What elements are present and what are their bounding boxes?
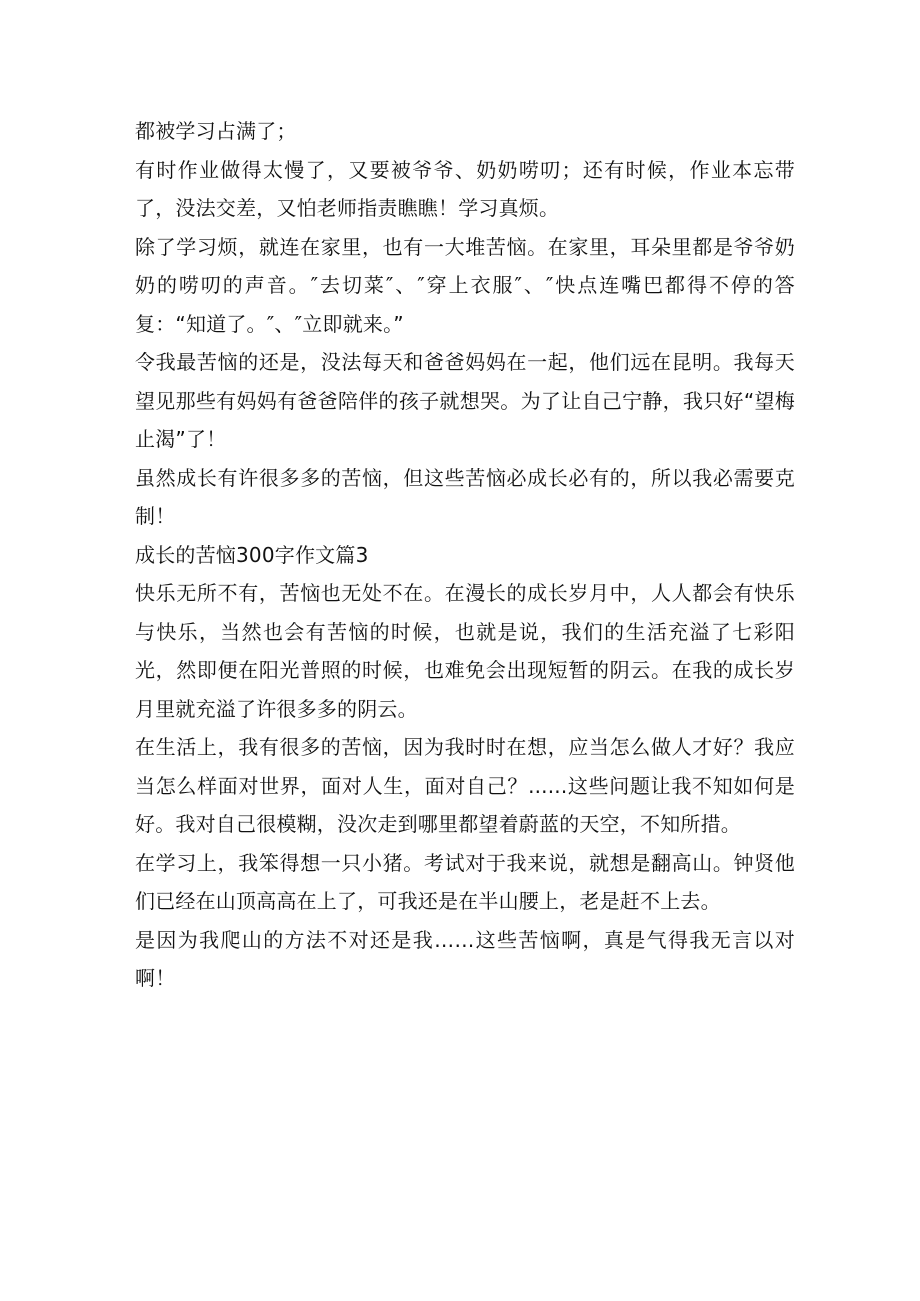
section-heading: 成长的苦恼300字作文篇3 <box>135 542 369 567</box>
paragraph: 在生活上，我有很多的苦恼，因为我时时在想，应当怎么做人才好？我应当怎么样面对世界，面对人生，面对自己？......这些问题让我不知如何是好。我对自己很模糊，没次走到哪里都望着蔚蓝的天空，不知所措。 <box>135 735 795 836</box>
paragraph: 都被学习占满了； <box>135 119 297 143</box>
paragraph: 除了学习烦，就连在家里，也有一大堆苦恼。在家里，耳朵里都是爷爷奶奶的唠叨的声音。″去切菜″、″穿上衣服″、″快点连嘴巴都得不停的答复：“知道了。″、″立即就来。” <box>135 234 795 336</box>
paragraph: 是因为我爬山的方法不对还是我……这些苦恼啊，真是气得我无言以对啊！ <box>135 927 795 990</box>
document-body <box>135 112 795 998</box>
paragraph: 有时作业做得太慢了，又要被爷爷、奶奶唠叨；还有时候，作业本忘带了，没法交差，又怕老师指责瞧瞧！学习真烦。 <box>135 157 795 220</box>
paragraph: 虽然成长有许很多多的苦恼，但这些苦恼必成长必有的，所以我必需要克制！ <box>135 465 795 528</box>
paragraph: 快乐无所不有，苦恼也无处不在。在漫长的成长岁月中，人人都会有快乐与快乐，当然也会有苦恼的时候，也就是说，我们的生活充溢了七彩阳光，然即便在阳光普照的时候，也难免会出现短暂的阴云。在我的成长岁月里就充溢了许很多多的阴云。 <box>135 581 795 721</box>
paragraph: 令我最苦恼的还是，没法每天和爸爸妈妈在一起，他们远在昆明。我每天望见那些有妈妈有爸爸陪伴的孩子就想哭。为了让自己宁静，我只好“望梅止渴”了！ <box>135 350 795 451</box>
paragraph: 在学习上，我笨得想一只小猪。考试对于我来说，就想是翻高山。钟贤他们已经在山顶高高在上了，可我还是在半山腰上，老是赶不上去。 <box>135 850 795 913</box>
